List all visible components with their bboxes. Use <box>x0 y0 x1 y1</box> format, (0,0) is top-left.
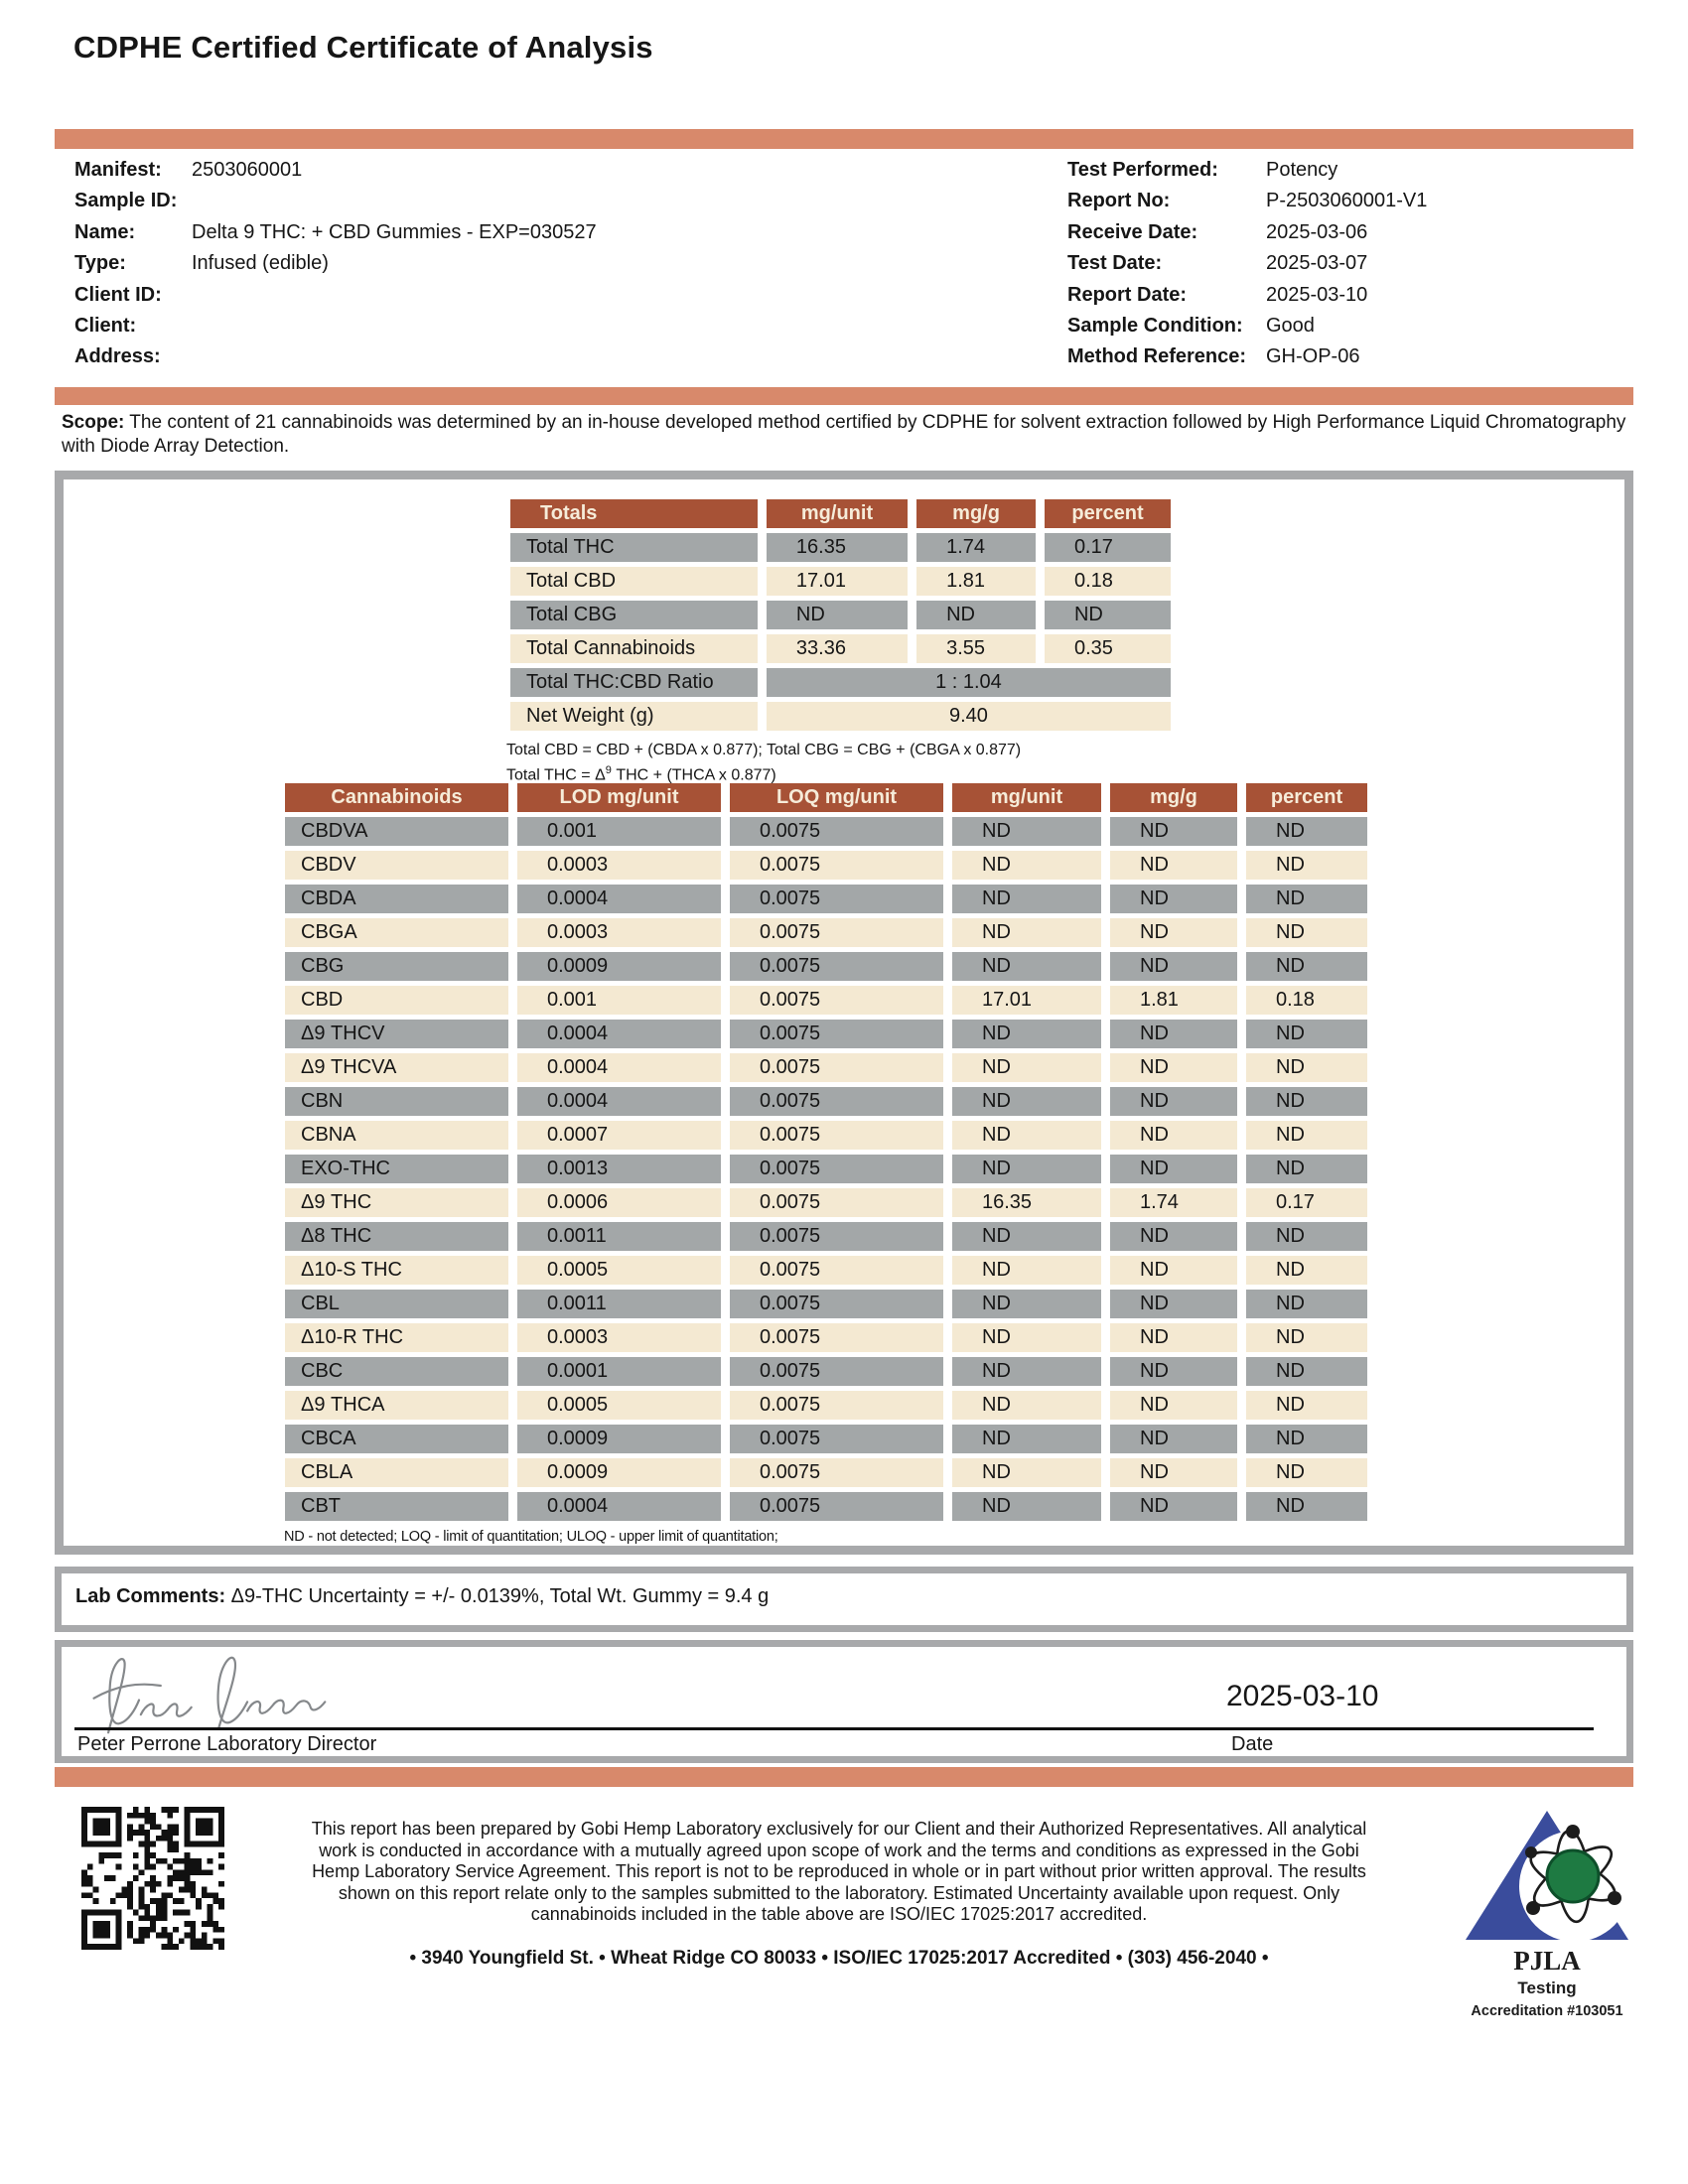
date-label: Date <box>1231 1733 1274 1755</box>
percent-cell: ND <box>1246 1256 1367 1285</box>
lod-cell: 0.0003 <box>517 851 721 880</box>
info-value: GH-OP-06 <box>1266 345 1360 368</box>
column-header: LOQ mg/unit <box>730 783 943 812</box>
cannabinoid-row <box>285 1492 1367 1521</box>
mg-unit-cell: ND <box>952 1458 1101 1487</box>
percent-cell: ND <box>1246 1323 1367 1352</box>
mg-g-cell: ND <box>1110 1121 1237 1150</box>
loq-cell: 0.0075 <box>730 1121 943 1150</box>
mg-unit-cell: ND <box>952 1425 1101 1453</box>
info-label: Address: <box>74 345 161 368</box>
cannabinoid-row <box>285 1290 1367 1318</box>
lod-cell: 0.0004 <box>517 1492 721 1521</box>
column-header: percent <box>1246 783 1367 812</box>
column-header: LOD mg/unit <box>517 783 721 812</box>
cannabinoid-name-cell: EXO-THC <box>285 1155 508 1183</box>
mg-g-cell: ND <box>1110 1053 1237 1082</box>
cannabinoid-name-cell: Δ8 THC <box>285 1222 508 1251</box>
mg-g-cell: ND <box>1110 1087 1237 1116</box>
accent-bar-top <box>55 129 1633 149</box>
info-label: Name: <box>74 220 136 243</box>
cannabinoid-row <box>285 1087 1367 1116</box>
totals-value-cell: ND <box>916 601 1036 629</box>
cannabinoid-row <box>285 1256 1367 1285</box>
mg-unit-cell: ND <box>952 1492 1101 1521</box>
mg-unit-cell: ND <box>952 1222 1101 1251</box>
cannabinoid-name-cell: CBT <box>285 1492 508 1521</box>
percent-cell: ND <box>1246 817 1367 846</box>
loq-cell: 0.0075 <box>730 1020 943 1048</box>
totals-row <box>510 601 1171 629</box>
info-row <box>1067 341 1643 372</box>
info-value: Potency <box>1266 159 1338 181</box>
loq-cell: 0.0075 <box>730 1458 943 1487</box>
lod-cell: 0.0001 <box>517 1357 721 1386</box>
signature-date-value: 2025-03-10 <box>1226 1680 1379 1712</box>
cannabinoid-name-cell: CBD <box>285 986 508 1015</box>
mg-g-cell: ND <box>1110 1492 1237 1521</box>
cannabinoid-name-cell: CBNA <box>285 1121 508 1150</box>
cannabinoid-row <box>285 817 1367 846</box>
lab-comments-text: Δ9-THC Uncertainty = +/- 0.0139%, Total Wt. Gummy = 9.4 g <box>225 1585 770 1607</box>
cannabinoid-name-cell: Δ9 THCVA <box>285 1053 508 1082</box>
mg-unit-cell: 16.35 <box>952 1188 1101 1217</box>
lod-cell: 0.0003 <box>517 918 721 947</box>
info-label: Method Reference: <box>1067 345 1247 368</box>
info-label: Receive Date: <box>1067 220 1198 243</box>
loq-cell: 0.0075 <box>730 851 943 880</box>
lod-cell: 0.0003 <box>517 1323 721 1352</box>
lod-cell: 0.0009 <box>517 1458 721 1487</box>
lab-comments <box>62 1573 1626 1608</box>
totals-value-cell: 0.18 <box>1045 567 1171 596</box>
percent-cell: ND <box>1246 1155 1367 1183</box>
mg-unit-cell: ND <box>952 1053 1101 1082</box>
info-row <box>74 155 829 186</box>
pjla-testing-text: Testing <box>1517 1979 1577 1997</box>
cannabinoid-row <box>285 1425 1367 1453</box>
mg-g-cell: ND <box>1110 1357 1237 1386</box>
cannabinoid-name-cell: Δ10-S THC <box>285 1256 508 1285</box>
info-label: Client ID: <box>74 283 162 306</box>
mg-g-cell: ND <box>1110 885 1237 913</box>
totals-value-cell: 3.55 <box>916 634 1036 663</box>
percent-cell: ND <box>1246 1121 1367 1150</box>
totals-value-cell: 0.17 <box>1045 533 1171 562</box>
cannabinoid-row <box>285 1323 1367 1352</box>
totals-value-cell: ND <box>1045 601 1171 629</box>
totals-value-cell: 17.01 <box>767 567 908 596</box>
lod-cell: 0.0009 <box>517 1425 721 1453</box>
accent-bar-scope <box>55 387 1633 405</box>
accent-bar-footer <box>55 1767 1633 1787</box>
info-label: Sample Condition: <box>1067 315 1243 338</box>
lab-comments-box <box>55 1567 1633 1632</box>
info-label: Test Date: <box>1067 252 1163 275</box>
totals-footnote-2: Total THC = $\Delta^9$ THC + (THCA x 0.877) <box>506 764 776 784</box>
totals-label-cell: Total Cannabinoids <box>510 634 758 663</box>
loq-cell: 0.0075 <box>730 817 943 846</box>
totals-value-cell: 0.35 <box>1045 634 1171 663</box>
loq-cell: 0.0075 <box>730 1323 943 1352</box>
lod-cell: 0.0013 <box>517 1155 721 1183</box>
lod-cell: 0.0006 <box>517 1188 721 1217</box>
lab-comments-label: Lab Comments: <box>75 1585 226 1607</box>
info-label: Type: <box>74 252 126 275</box>
info-value: 2025-03-07 <box>1266 252 1368 275</box>
percent-cell: 0.18 <box>1246 986 1367 1015</box>
signature-image <box>70 1646 367 1745</box>
column-header: mg/unit <box>952 783 1101 812</box>
cannabinoid-row <box>285 1121 1367 1150</box>
info-row <box>1067 311 1643 341</box>
info-value <box>192 341 829 372</box>
report-info-block <box>1067 155 1643 373</box>
mg-unit-cell: ND <box>952 1020 1101 1048</box>
totals-header-row <box>510 499 1171 528</box>
percent-cell: ND <box>1246 1458 1367 1487</box>
net-weight-value-cell: 9.40 <box>767 702 1171 731</box>
info-row <box>1067 217 1643 248</box>
column-header: mg/unit <box>767 499 908 528</box>
mg-g-cell: 1.74 <box>1110 1188 1237 1217</box>
mg-g-cell: ND <box>1110 1323 1237 1352</box>
mg-unit-cell: ND <box>952 1087 1101 1116</box>
mg-unit-cell: ND <box>952 1155 1101 1183</box>
mg-g-cell: ND <box>1110 851 1237 880</box>
mg-g-cell: ND <box>1110 1458 1237 1487</box>
lod-cell: 0.0004 <box>517 1087 721 1116</box>
info-value: 2025-03-06 <box>1266 220 1368 243</box>
info-row <box>74 186 829 216</box>
cannabinoids-header-row <box>285 783 1367 812</box>
info-value: Delta 9 THC: + CBD Gummies - EXP=030527 <box>192 220 597 243</box>
loq-cell: 0.0075 <box>730 1357 943 1386</box>
loq-cell: 0.0075 <box>730 1053 943 1082</box>
loq-cell: 0.0075 <box>730 1188 943 1217</box>
mg-unit-cell: ND <box>952 1121 1101 1150</box>
loq-cell: 0.0075 <box>730 1087 943 1116</box>
mg-unit-cell: ND <box>952 1391 1101 1420</box>
cannabinoid-name-cell: CBLA <box>285 1458 508 1487</box>
lod-cell: 0.0005 <box>517 1256 721 1285</box>
lod-cell: 0.0011 <box>517 1222 721 1251</box>
totals-footnote-1: Total CBD = CBD + (CBDA x 0.877); Total CBG = CBG + (CBGA x 0.877) <box>506 742 1022 758</box>
loq-cell: 0.0075 <box>730 885 943 913</box>
percent-cell: ND <box>1246 851 1367 880</box>
cannabinoid-name-cell: CBN <box>285 1087 508 1116</box>
percent-cell: ND <box>1246 1020 1367 1048</box>
cannabinoid-row <box>285 1155 1367 1183</box>
lod-cell: 0.0004 <box>517 1053 721 1082</box>
cannabinoid-row <box>285 918 1367 947</box>
lod-cell: 0.0005 <box>517 1391 721 1420</box>
cannabinoid-row <box>285 851 1367 880</box>
info-row <box>1067 280 1643 311</box>
mg-unit-cell: ND <box>952 952 1101 981</box>
info-value: 2503060001 <box>192 159 303 181</box>
cannabinoid-name-cell: Δ9 THCV <box>285 1020 508 1048</box>
totals-value-cell: 33.36 <box>767 634 908 663</box>
percent-cell: ND <box>1246 1357 1367 1386</box>
loq-cell: 0.0075 <box>730 1492 943 1521</box>
lod-cell: 0.0009 <box>517 952 721 981</box>
info-label: Sample ID: <box>74 190 178 212</box>
ratio-value-cell: 1 : 1.04 <box>767 668 1171 697</box>
mg-unit-cell: ND <box>952 885 1101 913</box>
cannabinoid-row <box>285 1053 1367 1082</box>
net-weight-label-cell: Net Weight (g) <box>510 702 758 731</box>
loq-cell: 0.0075 <box>730 1425 943 1453</box>
info-row <box>74 341 829 372</box>
info-row <box>1067 186 1643 216</box>
cannabinoid-row <box>285 1391 1367 1420</box>
percent-cell: ND <box>1246 885 1367 913</box>
pjla-text: PJLA <box>1513 1946 1581 1976</box>
cannabinoid-name-cell: CBGA <box>285 918 508 947</box>
info-row <box>74 311 829 341</box>
cannabinoid-name-cell: CBDVA <box>285 817 508 846</box>
totals-row <box>510 567 1171 596</box>
footer-disclaimer: This report has been prepared by Gobi Hemp Laboratory exclusively for our Client and their Authorized Representatives. All analytical work is conducted in accordance with a mutually agreed upon scope of work and the terms and conditions as expressed in the Gobi Hemp Laboratory Service Agreement. This report is not to be reproduced in whole or in part without prior written approval. The results shown on this report relate only to the samples submitted to the laboratory. Estimated Uncertainty available upon request. Only cannabinoids included in the table above are ISO/IEC 17025:2017 accredited. <box>311 1819 1367 1924</box>
loq-cell: 0.0075 <box>730 918 943 947</box>
cannabinoid-name-cell: CBL <box>285 1290 508 1318</box>
mg-unit-cell: ND <box>952 817 1101 846</box>
cannabinoid-row <box>285 1020 1367 1048</box>
mg-g-cell: ND <box>1110 918 1237 947</box>
cannabinoid-name-cell: CBDV <box>285 851 508 880</box>
info-value: P-2503060001-V1 <box>1266 190 1428 212</box>
totals-label-cell: Total CBG <box>510 601 758 629</box>
percent-cell: ND <box>1246 952 1367 981</box>
column-header: Cannabinoids <box>285 783 508 812</box>
info-value: 2025-03-10 <box>1266 283 1368 306</box>
mg-unit-cell: ND <box>952 1323 1101 1352</box>
info-value <box>192 280 829 311</box>
lod-cell: 0.001 <box>517 986 721 1015</box>
loq-cell: 0.0075 <box>730 986 943 1015</box>
cannabinoid-row <box>285 1357 1367 1386</box>
cannabinoid-name-cell: CBDA <box>285 885 508 913</box>
mg-g-cell: ND <box>1110 1256 1237 1285</box>
totals-label-cell: Total CBD <box>510 567 758 596</box>
cannabinoid-row <box>285 1188 1367 1217</box>
column-header: Totals <box>510 499 758 528</box>
cannabinoid-row <box>285 952 1367 981</box>
lod-cell: 0.001 <box>517 817 721 846</box>
info-value: Good <box>1266 315 1315 338</box>
info-value: Infused (edible) <box>192 252 329 275</box>
mg-g-cell: 1.81 <box>1110 986 1237 1015</box>
scope-label: Scope: <box>62 412 125 433</box>
pjla-accreditation-logo <box>1456 1805 1638 2039</box>
ratio-row <box>510 668 1171 697</box>
signature-line <box>74 1727 1594 1730</box>
totals-value-cell: 1.74 <box>916 533 1036 562</box>
lod-cell: 0.0007 <box>517 1121 721 1150</box>
info-value <box>192 186 829 216</box>
mg-unit-cell: ND <box>952 851 1101 880</box>
info-label: Report No: <box>1067 190 1171 212</box>
totals-value-cell: 16.35 <box>767 533 908 562</box>
sample-info-block <box>74 155 829 373</box>
info-value <box>192 311 829 341</box>
percent-cell: ND <box>1246 918 1367 947</box>
cannabinoid-name-cell: Δ9 THCA <box>285 1391 508 1420</box>
mg-unit-cell: ND <box>952 1290 1101 1318</box>
mg-g-cell: ND <box>1110 1391 1237 1420</box>
loq-cell: 0.0075 <box>730 1256 943 1285</box>
percent-cell: ND <box>1246 1492 1367 1521</box>
loq-cell: 0.0075 <box>730 1222 943 1251</box>
cannabinoid-row <box>285 885 1367 913</box>
cannabinoid-name-cell: CBCA <box>285 1425 508 1453</box>
percent-cell: ND <box>1246 1391 1367 1420</box>
percent-cell: ND <box>1246 1290 1367 1318</box>
info-row <box>74 248 829 279</box>
cannabinoid-name-cell: Δ9 THC <box>285 1188 508 1217</box>
totals-row <box>510 533 1171 562</box>
info-label: Client: <box>74 315 137 338</box>
scope-statement <box>62 411 1626 459</box>
cannabinoids-table <box>276 778 1376 1526</box>
signatory-name-title: Peter Perrone Laboratory Director <box>77 1733 377 1755</box>
mg-g-cell: ND <box>1110 1290 1237 1318</box>
mg-g-cell: ND <box>1110 1425 1237 1453</box>
cannabinoid-row <box>285 986 1367 1015</box>
cannabinoid-name-cell: CBG <box>285 952 508 981</box>
column-header: mg/g <box>916 499 1036 528</box>
loq-cell: 0.0075 <box>730 1391 943 1420</box>
net-weight-row <box>510 702 1171 731</box>
totals-label-cell: Total THC <box>510 533 758 562</box>
percent-cell: ND <box>1246 1087 1367 1116</box>
cannabinoid-name-cell: CBC <box>285 1357 508 1386</box>
mg-g-cell: ND <box>1110 1020 1237 1048</box>
info-label: Test Performed: <box>1067 159 1218 181</box>
percent-cell: 0.17 <box>1246 1188 1367 1217</box>
lab-address-line: • 3940 Youngfield St. • Wheat Ridge CO 80033 • ISO/IEC 17025:2017 Accredited • (303) 456-2040 • <box>409 1948 1269 1969</box>
info-row <box>74 280 829 311</box>
mg-g-cell: ND <box>1110 1222 1237 1251</box>
mg-g-cell: ND <box>1110 1155 1237 1183</box>
nd-footnote: ND - not detected; LOQ - limit of quantitation; ULOQ - upper limit of quantitation; <box>284 1529 778 1545</box>
lod-cell: 0.0011 <box>517 1290 721 1318</box>
info-label: Manifest: <box>74 159 162 181</box>
column-header: mg/g <box>1110 783 1237 812</box>
cannabinoid-row <box>285 1458 1367 1487</box>
ratio-label-cell: Total THC:CBD Ratio <box>510 668 758 697</box>
totals-row <box>510 634 1171 663</box>
info-row <box>1067 248 1643 279</box>
mg-unit-cell: ND <box>952 918 1101 947</box>
mg-unit-cell: ND <box>952 1357 1101 1386</box>
info-label: Report Date: <box>1067 283 1188 306</box>
cannabinoid-row <box>285 1222 1367 1251</box>
totals-table <box>501 494 1180 736</box>
loq-cell: 0.0075 <box>730 952 943 981</box>
percent-cell: ND <box>1246 1425 1367 1453</box>
column-header: percent <box>1045 499 1171 528</box>
mg-unit-cell: ND <box>952 1256 1101 1285</box>
lod-cell: 0.0004 <box>517 885 721 913</box>
page-title: CDPHE Certified Certificate of Analysis <box>73 30 653 65</box>
qr-code <box>81 1807 224 1950</box>
loq-cell: 0.0075 <box>730 1290 943 1318</box>
lod-cell: 0.0004 <box>517 1020 721 1048</box>
mg-unit-cell: 17.01 <box>952 986 1101 1015</box>
percent-cell: ND <box>1246 1053 1367 1082</box>
loq-cell: 0.0075 <box>730 1155 943 1183</box>
info-row <box>74 217 829 248</box>
info-row <box>1067 155 1643 186</box>
cannabinoid-name-cell: Δ10-R THC <box>285 1323 508 1352</box>
percent-cell: ND <box>1246 1222 1367 1251</box>
totals-value-cell: ND <box>767 601 908 629</box>
totals-value-cell: 1.81 <box>916 567 1036 596</box>
mg-g-cell: ND <box>1110 817 1237 846</box>
mg-g-cell: ND <box>1110 952 1237 981</box>
pjla-accreditation-number: Accreditation #103051 <box>1471 2003 1623 2019</box>
scope-text: The content of 21 cannabinoids was determined by an in-house developed method certified by CDPHE for solvent extraction followed by High Performance Liquid Chromatography with Diode Array Detection. <box>62 412 1626 457</box>
